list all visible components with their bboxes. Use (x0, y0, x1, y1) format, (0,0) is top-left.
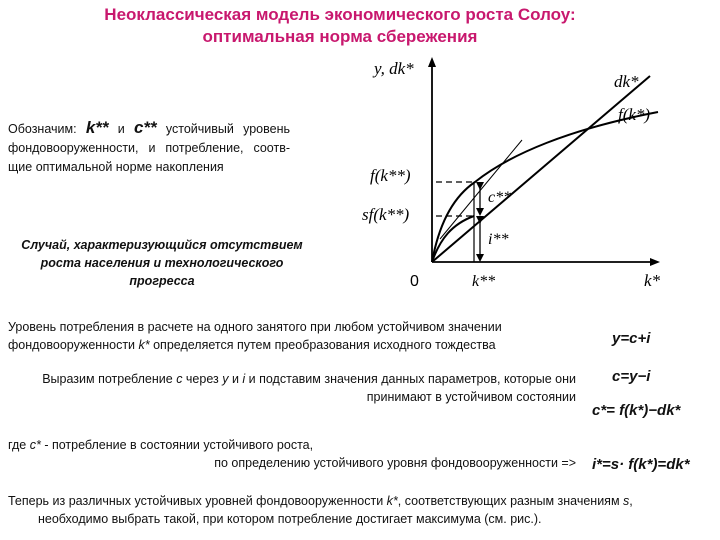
kk-label: k** (472, 273, 496, 290)
p2-c-symbol: c (176, 372, 183, 386)
p3-line-2: по определению устойчивого уровня фондовооруженности => (214, 456, 576, 470)
p4-line-2: необходимо выбрать такой, при котором потребление достигает максимума (см. рис.). (38, 512, 542, 526)
p3-c-symbol: c* (29, 438, 41, 452)
c-double-star-symbol: c** (133, 118, 157, 137)
intro-prefix: Обозначим: (8, 122, 86, 136)
p1-k-symbol: k* (138, 338, 150, 352)
title-line-1: Неоклассическая модель экономического роста Солоу: (104, 5, 576, 24)
p2-y-symbol: y (222, 372, 229, 386)
i-label: i** (488, 231, 509, 248)
paragraph-consumption-level (8, 318, 578, 354)
sfkk-label: sf(k**) (362, 205, 410, 224)
p2-text-b: через (182, 372, 223, 386)
k-axis-label: k* (644, 271, 661, 290)
p1-text-a: Уровень потребления в расчете на одного занятого при любом устойчивом значении фондовооруженности (8, 320, 502, 352)
p4-s-symbol: s (623, 494, 630, 508)
fk-curve (432, 112, 658, 262)
intro-and: и (108, 122, 134, 136)
fk-label: f(k*) (618, 105, 651, 124)
p4-k-symbol: k* (386, 494, 398, 508)
intro-text: устойчивый уровень фондовооруженности, и потребление, соотв-щие оптимальной норме накопления (8, 122, 290, 174)
y-axis-label: y, dk* (374, 59, 414, 78)
origin-label: 0 (410, 273, 419, 290)
intro-paragraph (8, 118, 290, 177)
formula-steady-investment: i*=s· f(k*)=dk* (592, 456, 690, 473)
page-title (60, 4, 620, 48)
p2-text-c: и (228, 372, 243, 386)
case-description: Случай, характеризующийся отсутствием роста населения и технологического прогресса (21, 238, 303, 288)
p3-text-b: - потребление в состоянии устойчивого роста, (40, 438, 314, 452)
dk-line (432, 76, 650, 262)
p3-text-a: где (8, 438, 30, 452)
p4-text-b: , соответствующих разным значениям (397, 494, 624, 508)
p2-i-symbol: i (242, 372, 246, 386)
k-double-star-symbol: k** (85, 118, 109, 137)
formula-identity: y=c+i (612, 330, 651, 347)
formula-steady-consumption: c*= f(k*)−dk* (592, 402, 681, 419)
p4-text-a: Теперь из различных устойчивых уровней фондовооруженности (8, 494, 387, 508)
solow-graph (340, 54, 680, 294)
p1-text-b: определяется путем преобразования исходного тождества (149, 338, 496, 352)
c-label: c** (488, 189, 512, 206)
p2-text-d: и подставим значения данных параметров, которые они принимают в устойчивом состоянии (245, 372, 576, 404)
formula-consumption: c=y−i (612, 368, 651, 385)
paragraph-express-consumption (8, 370, 576, 406)
fkk-label: f(k**) (370, 166, 411, 185)
p2-text-a: Выразим потребление (42, 372, 177, 386)
paragraph-conclusion (8, 492, 712, 528)
title-line-2: оптимальная норма сбережения (202, 27, 478, 46)
paragraph-where-c (8, 436, 576, 472)
p4-text-c: , (629, 494, 633, 508)
dk-label: dk* (614, 72, 639, 91)
